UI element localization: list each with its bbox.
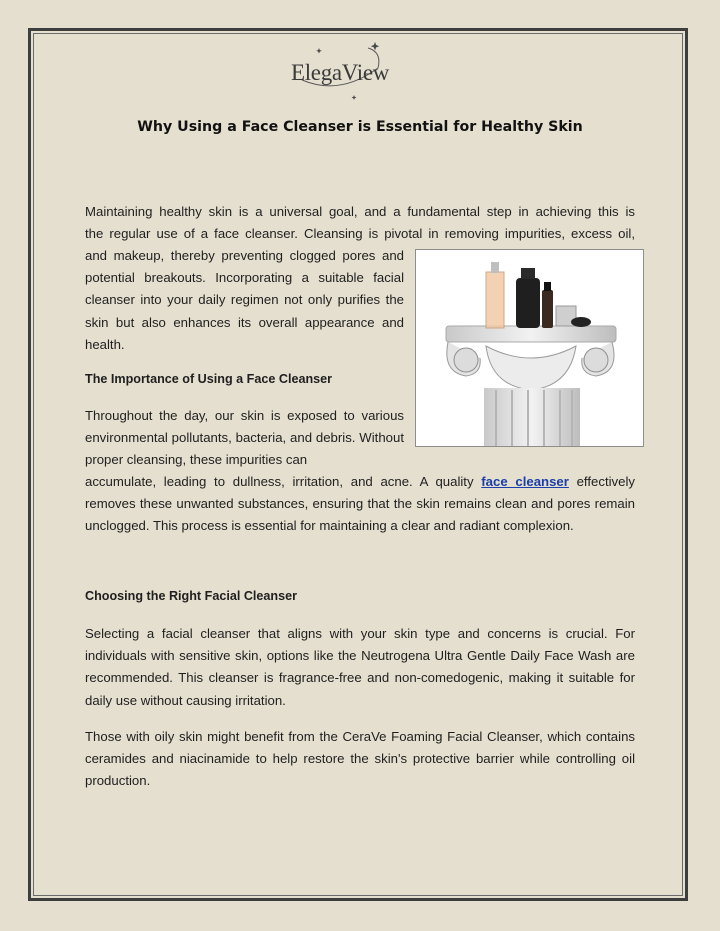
section-heading-choosing: Choosing the Right Facial Cleanser (85, 589, 298, 603)
importance-paragraph-narrow: Throughout the day, our skin is exposed to various environmental pollutants, bacteria, and debris. Without proper cleansing, these impurities can (85, 408, 404, 468)
intro-paragraph: and makeup, thereby preventing clogged pores and potential breakouts. Incorporating a suitable facial cleanser into your daily regimen not only purifies the skin but also enhances its overall appearance and health. (85, 248, 404, 352)
face-cleanser-link[interactable]: face cleanser (481, 474, 569, 489)
intro-line-2: the regular use of a face cleanser. Cleansing is pivotal in removing impurities, excess oil, (85, 226, 635, 241)
sparkle-icon (352, 95, 357, 100)
importance-paragraph (85, 471, 635, 538)
intro-line-1: Maintaining healthy skin is a universal goal, and a fundamental step in achieving this is (85, 204, 635, 219)
importance-text-before-link: accumulate, leading to dullness, irritation, and acne. A quality (85, 474, 482, 489)
logo-text: ElegaView (290, 60, 390, 85)
choosing-paragraph-2: Those with oily skin might benefit from the CeraVe Foaming Facial Cleanser, which contains ceramides and niacinamide to help restore the skin's protective barrier while controlling oil production. (85, 729, 635, 789)
section-heading-importance: The Importance of Using a Face Cleanser (85, 372, 333, 386)
cosmetics-on-column-image (416, 250, 643, 446)
page-title: Why Using a Face Cleanser is Essential for Healthy Skin (137, 119, 583, 135)
elegaview-logo (290, 38, 390, 104)
sparkle-icon (316, 48, 322, 54)
product-photo (415, 249, 644, 447)
importance-text-after-link: effectively removes these unwanted substances, ensuring that the skin remains clean and pores remain unclogged. This process is essential for maintaining a clear and radiant complexion. (85, 474, 635, 534)
choosing-paragraph-1: Selecting a facial cleanser that aligns with your skin type and concerns is crucial. For individuals with sensitive skin, options like the Neutrogena Ultra Gentle Daily Face Wash are recommended. This cleanser is fragrance-free and non-comedogenic, making it suitable for daily use without causing irritation. (85, 626, 635, 708)
